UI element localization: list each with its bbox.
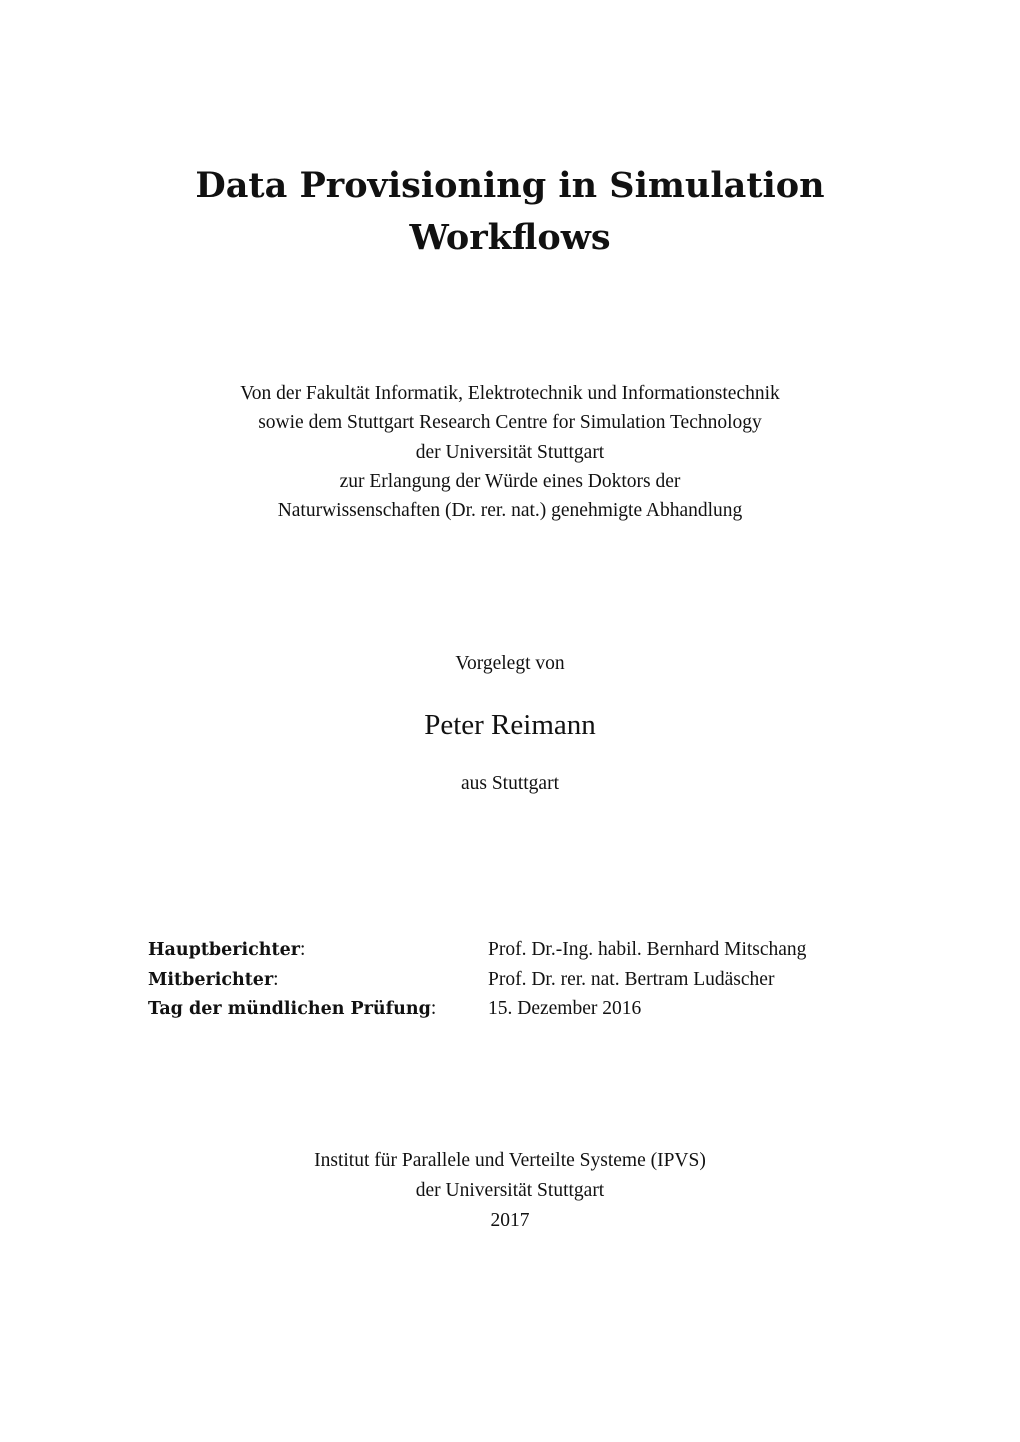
referee-row: Tag der mündlichen Prüfung: 15. Dezember 2016 [148,994,806,1024]
referee-value: Prof. Dr.-Ing. habil. Bernhard Mitschang [488,939,807,960]
author-name: Peter Reimann [424,709,596,741]
university-name: der Universität Stuttgart [415,1180,605,1201]
referee-value: 15. Dezember 2016 [488,998,642,1019]
referee-value: Prof. Dr. rer. nat. Bertram Ludäscher [488,968,775,990]
submitted-by-label: Vorgelegt von [455,653,565,674]
faculty-line-5: Naturwissenschaften (Dr. rer. nat.) genehmigte Abhandlung [277,500,743,522]
faculty-statement [0,379,1020,525]
referees-table [148,935,806,1024]
faculty-line-1: Von der Fakultät Informatik, Elektrotechnik und Informationstechnik [240,383,780,404]
institute-name: Institut für Parallele und Verteilte Systeme (IPVS) [314,1150,706,1171]
thesis-title-line-1: Data Provisioning in Simulation [195,165,825,206]
referee-row: Hauptberichter: Prof. Dr.-Ing. habil. Bernhard Mitschang [148,935,806,965]
publication-year: 2017 [490,1210,530,1231]
faculty-line-2: sowie dem Stuttgart Research Centre for Simulation Technology [258,412,762,434]
faculty-line-3: der Universität Stuttgart [415,441,605,463]
referee-row: Mitberichter: Prof. Dr. rer. nat. Bertram Ludäscher [148,965,806,995]
thesis-title [0,160,1020,264]
author-origin: aus Stuttgart [460,773,560,794]
institute-block [0,1146,1020,1236]
referee-label: Mitberichter [148,969,274,990]
referee-label: Hauptberichter [148,940,300,960]
thesis-title-line-2: Workflows [409,217,611,258]
referee-label: Tag der mündlichen Prüfung [148,999,431,1019]
faculty-line-4: zur Erlangung der Würde eines Doktors der [339,470,681,492]
